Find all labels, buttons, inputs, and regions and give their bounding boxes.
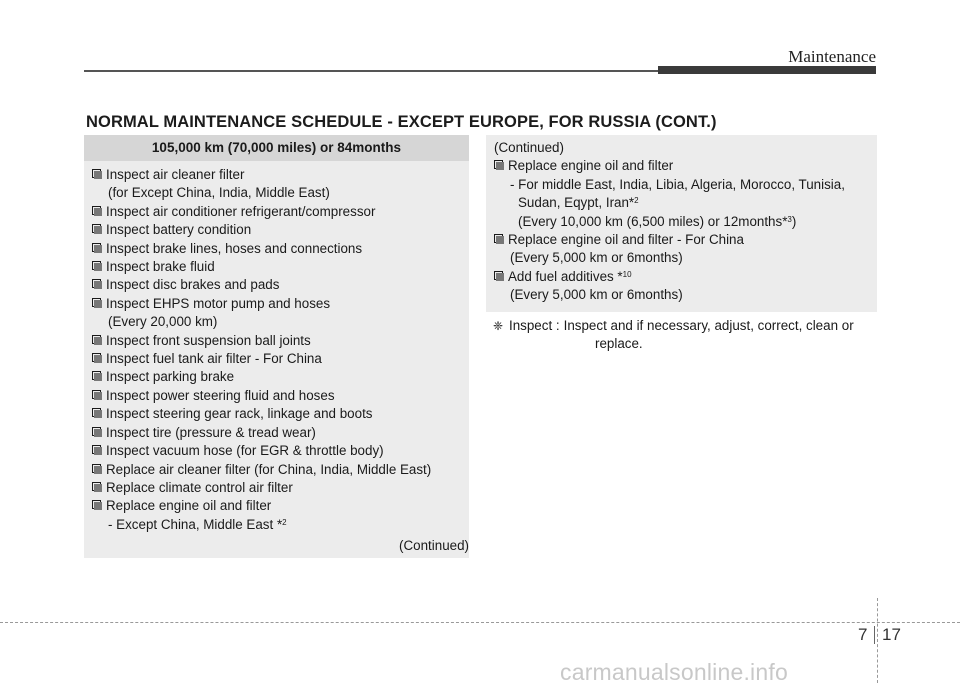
- checklist-item: [494, 231, 872, 249]
- note-text-continued: replace.: [595, 336, 643, 352]
- item-text-tail: ): [791, 213, 797, 229]
- checkbox-icon: [92, 464, 101, 473]
- item-text: Inspect disc brakes and pads: [106, 277, 280, 293]
- checkbox-icon: [494, 234, 503, 243]
- item-text: Inspect tire (pressure & tread wear): [106, 424, 316, 440]
- item-text: Inspect air conditioner refrigerant/compressor: [106, 203, 376, 219]
- note-text: Inspect and if necessary, adjust, correct, clean or: [563, 318, 854, 333]
- item-text: Inspect brake lines, hoses and connections: [106, 240, 363, 256]
- chapter-number: 7: [858, 625, 868, 644]
- checkbox-icon: [92, 279, 101, 288]
- item-text: (Every 5,000 km or 6months): [510, 287, 683, 303]
- checkbox-icon: [92, 261, 101, 270]
- item-text: Inspect EHPS motor pump and hoses: [106, 295, 331, 311]
- footnote-ref: 2: [634, 196, 639, 206]
- interval-header: 105,000 km (70,000 miles) or 84months: [84, 135, 469, 161]
- item-text: - For middle East, India, Libia, Algeria, Morocco, Tunisia,: [510, 176, 845, 192]
- item-text: Inspect brake fluid: [106, 259, 215, 275]
- item-text: Inspect steering gear rack, linkage and boots: [106, 406, 373, 422]
- note-key: Inspect :: [509, 318, 560, 333]
- item-text: Inspect parking brake: [106, 369, 235, 385]
- checklist-item: [92, 221, 464, 239]
- item-text: Inspect fuel tank air filter - For China: [106, 351, 322, 367]
- checkbox-icon: [494, 271, 503, 280]
- item-text: Inspect front suspension ball joints: [106, 332, 311, 348]
- checklist-subline: [92, 516, 464, 534]
- item-text: Inspect power steering fluid and hoses: [106, 387, 335, 403]
- header-rule-accent: [658, 66, 876, 74]
- checklist-item: [494, 157, 872, 175]
- note-symbol-icon: ❈: [493, 319, 504, 333]
- section-title: Maintenance: [788, 47, 876, 66]
- checkbox-icon: [92, 427, 101, 436]
- item-text: Replace engine oil and filter - For China: [508, 232, 744, 248]
- header-rule: [84, 70, 664, 72]
- checkbox-icon: [92, 206, 101, 215]
- item-text: Inspect battery condition: [106, 222, 252, 238]
- checklist-subline: [494, 213, 872, 231]
- checkbox-icon: [494, 160, 503, 169]
- item-text: (Every 20,000 km): [108, 314, 218, 330]
- footnote-ref: 3: [787, 214, 792, 224]
- watermark: carmanualsonline.info: [560, 659, 788, 685]
- footnote-ref: 2: [282, 517, 287, 527]
- continued-label-top: (Continued): [494, 140, 564, 155]
- checkbox-icon: [92, 390, 101, 399]
- checklist-item: [92, 442, 464, 460]
- item-text: (Every 10,000 km (6,500 miles) or 12months*: [518, 213, 788, 229]
- checklist-subline: [92, 313, 464, 331]
- item-text: Inspect air cleaner filter: [106, 167, 245, 182]
- item-text: Sudan, Eqypt, Iran*: [518, 195, 635, 211]
- checklist-item: [92, 166, 464, 184]
- item-text: Inspect vacuum hose (for EGR & throttle body): [106, 443, 384, 459]
- item-text: (for Except China, India, Middle East): [108, 185, 330, 201]
- page-heading: NORMAL MAINTENANCE SCHEDULE - EXCEPT EUROPE, FOR RUSSIA (CONT.): [86, 113, 717, 131]
- checkbox-icon: [92, 500, 101, 509]
- checklist-item: [92, 479, 464, 497]
- checklist-item: [92, 368, 464, 386]
- item-text: Replace engine oil and filter: [508, 158, 674, 174]
- inspect-note: [493, 317, 877, 354]
- checkbox-icon: [92, 335, 101, 344]
- checkbox-icon: [92, 298, 101, 307]
- checkbox-icon: [92, 371, 101, 380]
- checklist-item: [92, 332, 464, 350]
- checklist-item: [92, 295, 464, 313]
- checklist-item: [92, 405, 464, 423]
- checklist-item: [92, 276, 464, 294]
- checklist-subline: [494, 286, 872, 304]
- item-text: - Except China, Middle East *: [108, 516, 283, 532]
- schedule-panel-right: [486, 135, 877, 312]
- maintenance-list: [92, 166, 464, 534]
- checkbox-icon: [92, 445, 101, 454]
- item-text: (Every 5,000 km or 6months): [510, 250, 683, 266]
- checklist-subline: [494, 249, 872, 267]
- footnote-ref: 10: [622, 269, 632, 279]
- checkbox-icon: [92, 224, 101, 233]
- checklist-subline: [494, 176, 872, 194]
- checklist-item: [92, 240, 464, 258]
- schedule-panel-left: [84, 135, 469, 558]
- checklist-item: [92, 350, 464, 368]
- item-text: Replace climate control air filter: [106, 479, 293, 495]
- checklist-subline: [494, 194, 872, 212]
- footer-divider: [877, 598, 878, 683]
- checkbox-icon: [92, 482, 101, 491]
- footer-rule: [0, 622, 960, 623]
- page-number: 17: [882, 625, 901, 644]
- item-text: Replace engine oil and filter: [106, 498, 272, 514]
- checklist-item: [494, 268, 872, 286]
- checklist-item: [92, 387, 464, 405]
- page-separator: [874, 626, 875, 644]
- checkbox-icon: [92, 169, 101, 178]
- checkbox-icon: [92, 408, 101, 417]
- checklist-item: [92, 497, 464, 515]
- checkbox-icon: [92, 353, 101, 362]
- maintenance-list-continued: [494, 139, 872, 305]
- checklist-item: [92, 461, 464, 479]
- item-text: Add fuel additives *: [508, 268, 623, 284]
- continued-label: (Continued): [399, 538, 469, 553]
- checklist-subline: [92, 184, 464, 202]
- checklist-item: [92, 424, 464, 442]
- item-text: Replace air cleaner filter (for China, India, Middle East): [106, 461, 432, 477]
- checklist-item: [92, 203, 464, 221]
- checkbox-icon: [92, 243, 101, 252]
- checklist-item: [92, 258, 464, 276]
